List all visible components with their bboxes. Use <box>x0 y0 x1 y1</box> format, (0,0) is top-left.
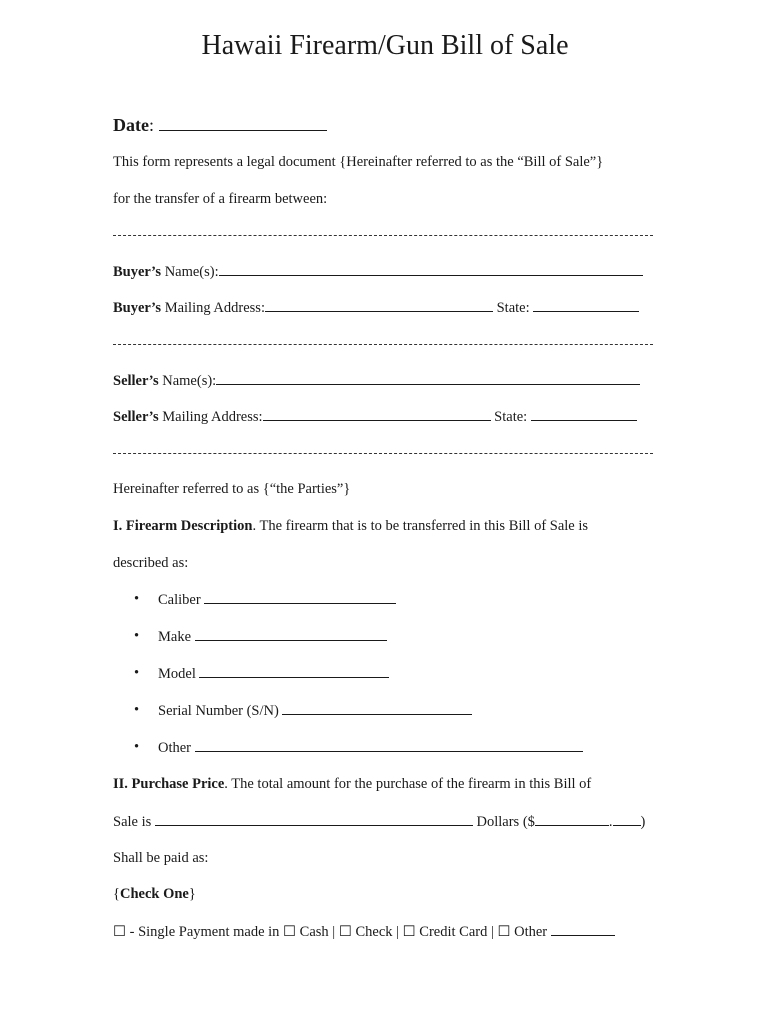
make-label: Make <box>158 629 192 645</box>
serial-row <box>158 700 472 721</box>
seller-name-row <box>113 370 640 391</box>
seller-name-label: Name(s): <box>158 373 217 389</box>
sale-amount-row <box>113 811 645 832</box>
model-row <box>158 663 389 684</box>
buyer-state-field[interactable] <box>533 297 639 312</box>
decimal-point: . <box>608 814 613 830</box>
buyer-name-row <box>113 261 643 282</box>
divider-2 <box>113 344 653 345</box>
seller-name-field[interactable] <box>216 370 640 385</box>
divider-3 <box>113 453 653 454</box>
brace-open: { <box>113 886 120 902</box>
date-label: Date <box>113 115 149 135</box>
section2-text: . The total amount for the purchase of the firearm in this Bill of <box>224 776 592 792</box>
buyer-name-field[interactable] <box>219 261 643 276</box>
model-label: Model <box>158 666 196 682</box>
other-row <box>158 737 583 758</box>
seller-address-row <box>113 406 637 427</box>
serial-label: Serial Number (S/N) <box>158 703 279 719</box>
seller-address-label: Mailing Address: <box>158 409 263 425</box>
seller-address-field[interactable] <box>263 406 491 421</box>
buyer-name-bold: Buyer’s <box>113 264 162 280</box>
seller-state-field[interactable] <box>531 406 637 421</box>
section1-text: . The firearm that is to be transferred in this Bill of Sale is <box>252 518 589 534</box>
caliber-label: Caliber <box>158 592 201 608</box>
parties-line: Hereinafter referred to as {“the Parties”} <box>113 481 351 497</box>
make-field[interactable] <box>195 626 387 641</box>
buyer-address-field[interactable] <box>265 297 493 312</box>
bullet-icon: • <box>134 628 140 644</box>
make-row <box>158 626 387 647</box>
section1-heading: I. Firearm Description <box>113 518 253 534</box>
buyer-address-bold: Buyer’s <box>113 300 162 316</box>
bullet-icon: • <box>134 665 140 681</box>
serial-field[interactable] <box>282 700 472 715</box>
sale-is-label: Sale is <box>113 814 155 830</box>
close-paren: ) <box>640 814 646 830</box>
caliber-row <box>158 589 396 610</box>
caliber-field[interactable] <box>204 589 396 604</box>
dollars-label: Dollars ($ <box>472 814 535 830</box>
document-title: Hawaii Firearm/Gun Bill of Sale <box>201 30 569 61</box>
payment-options-row[interactable] <box>113 921 615 942</box>
section1-line-1 <box>113 516 588 536</box>
intro-line-1: This form represents a legal document {Hereinafter referred to as the “Bill of Sale”} <box>113 154 604 170</box>
paid-as-line: Shall be paid as: <box>113 850 209 866</box>
payment-options-text[interactable]: ☐ - Single Payment made in ☐ Cash | ☐ Check | ☐ Credit Card | ☐ Other <box>113 924 551 940</box>
brace-close: } <box>188 886 196 902</box>
other-payment-field[interactable] <box>551 921 615 936</box>
model-field[interactable] <box>199 663 389 678</box>
section2-line-1 <box>113 774 591 794</box>
other-field[interactable] <box>195 737 583 752</box>
divider-1 <box>113 235 653 236</box>
bullet-icon: • <box>134 591 140 607</box>
seller-state-label: State: <box>490 409 531 425</box>
check-one-label: Check One <box>119 886 189 902</box>
amount-dollars-field[interactable] <box>535 811 609 826</box>
bullet-icon: • <box>134 739 140 755</box>
amount-words-field[interactable] <box>155 811 473 826</box>
buyer-address-label: Mailing Address: <box>161 300 265 316</box>
intro-line-2: for the transfer of a firearm between: <box>113 191 328 207</box>
buyer-state-label: State: <box>492 300 534 316</box>
date-field[interactable] <box>159 114 327 131</box>
buyer-address-row <box>113 297 639 318</box>
bullet-icon: • <box>134 702 140 718</box>
amount-cents-field[interactable] <box>613 811 641 826</box>
check-one-line <box>113 884 196 904</box>
buyer-name-label: Name(s): <box>161 264 219 280</box>
date-row: Date: <box>113 114 327 136</box>
other-label: Other <box>158 740 192 756</box>
seller-name-bold: Seller’s <box>113 373 159 389</box>
seller-address-bold: Seller’s <box>113 409 159 425</box>
section2-heading: II. Purchase Price <box>113 776 225 792</box>
section1-line-2: described as: <box>113 555 189 571</box>
